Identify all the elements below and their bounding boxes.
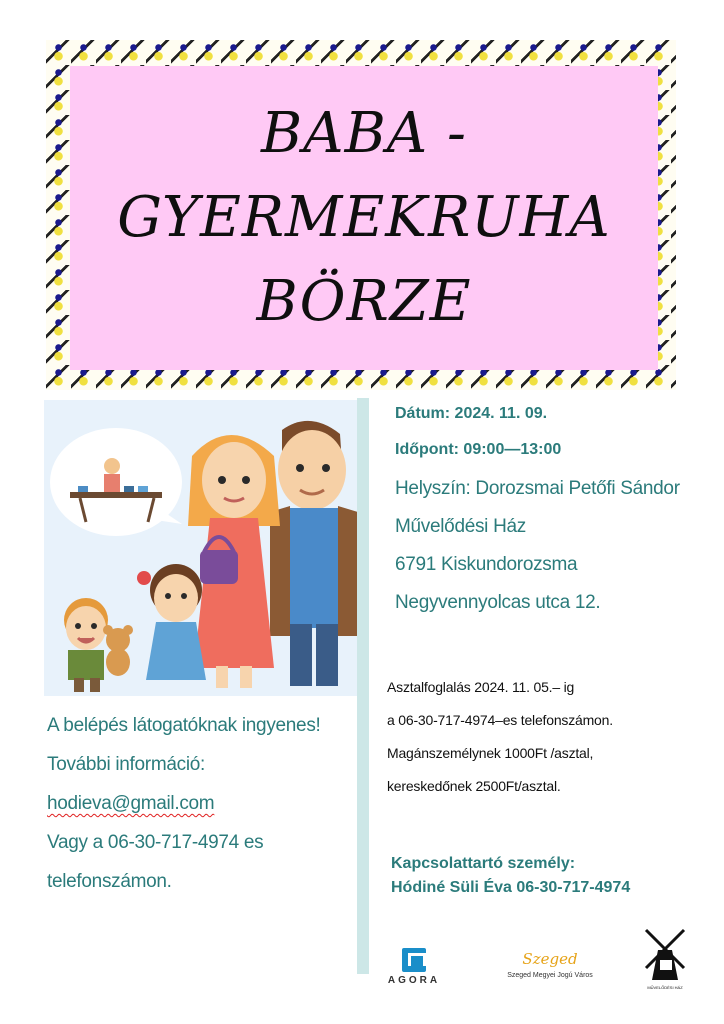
szeged-subtitle: Szeged Megyei Jogú Város <box>507 972 593 979</box>
phone-line-2: telefonszámon. <box>47 871 172 892</box>
agora-icon <box>402 948 426 972</box>
cultural-center-logo <box>640 926 690 990</box>
contact-person <box>391 852 721 900</box>
location-line-3: 6791 Kiskundorozsma <box>395 554 578 575</box>
event-time: Időpont: 09:00—13:00 <box>395 441 562 458</box>
title-line-3: BÖRZE <box>256 269 472 334</box>
visitor-info <box>47 706 352 901</box>
agora-wordmark: AGORA <box>387 975 441 986</box>
email-link[interactable]: hodieva@gmail.com <box>47 793 215 814</box>
family-shopping-image <box>44 400 357 696</box>
booking-line-3: Magánszemélynek 1000Ft /asztal, <box>387 745 594 761</box>
table-booking-info <box>387 671 717 803</box>
szeged-wordmark: Szeged <box>522 950 578 968</box>
title-banner <box>70 66 658 370</box>
booking-line-2: a 06-30-717-4974–es telefonszámon. <box>387 712 613 728</box>
more-info-label: További információ: <box>47 754 205 775</box>
cultural-center-label: MŰVELŐDÉSI HÁZ <box>647 985 683 990</box>
family-illustration <box>44 400 357 696</box>
szeged-logo <box>502 950 598 979</box>
column-divider <box>357 398 369 974</box>
contact-name-phone: Hódiné Süli Éva 06-30-717-4974 <box>391 879 631 896</box>
booking-line-4: kereskedőnek 2500Ft/asztal. <box>387 778 561 794</box>
event-details <box>395 398 715 622</box>
phone-line-1: Vagy a 06-30-717-4974 es <box>47 832 264 853</box>
contact-label: Kapcsolattartó személy: <box>391 855 576 872</box>
agora-logo <box>382 948 446 986</box>
title-line-1: BABA - <box>261 101 467 166</box>
free-entry-text: A belépés látogatóknak ingyenes! <box>47 715 321 736</box>
booking-line-1: Asztalfoglalás 2024. 11. 05.– ig <box>387 679 575 695</box>
event-date: Dátum: 2024. 11. 09. <box>395 405 548 422</box>
location-line-2: Művelődési Ház <box>395 516 526 537</box>
title-line-2: GYERMEKRUHA <box>117 185 611 250</box>
location-line-4: Negyvennyolcas utca 12. <box>395 592 601 613</box>
windmill-icon <box>640 926 690 982</box>
location-line-1: Helyszín: Dorozsmai Petőfi Sándor <box>395 478 680 499</box>
